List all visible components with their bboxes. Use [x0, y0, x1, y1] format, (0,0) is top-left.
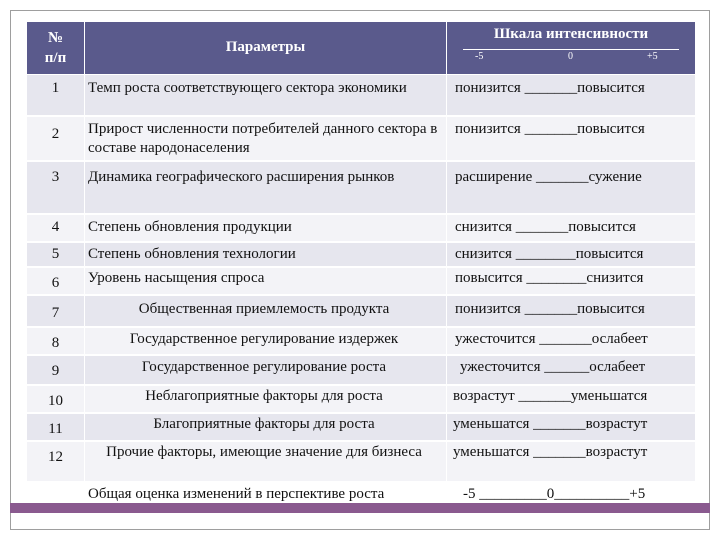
header-scale-divider: [463, 49, 679, 50]
row-number: 1: [51, 80, 60, 96]
row-number: 7: [51, 305, 60, 321]
summary-label: Общая оценка изменений в перспективе роста: [88, 486, 385, 502]
row-number: 5: [51, 246, 60, 262]
row-scale: возрастут _______уменьшатся: [453, 388, 648, 404]
row-parameter: Неблагоприятные факторы для роста: [145, 388, 383, 404]
header-params-label: Параметры: [225, 39, 306, 55]
row-scale: снизится ________повысится: [455, 246, 644, 262]
row-parameter: Степень обновления продукции: [88, 219, 292, 235]
row-number: 10: [48, 393, 63, 409]
row-scale: расширение _______сужение: [455, 169, 642, 185]
row-scale: ужесточится _______ослабеет: [455, 331, 648, 347]
row-number: 2: [51, 126, 60, 142]
scale-max-label: +5: [647, 51, 658, 62]
row-scale: ужесточится ______ослабеет: [460, 359, 646, 375]
table-row: [27, 243, 695, 267]
row-scale: уменьшатся _______возрастут: [453, 444, 648, 460]
row-parameter: Динамика географического расширения рынков: [88, 169, 395, 185]
row-scale: понизится _______повысится: [455, 80, 645, 96]
table-row: [27, 328, 695, 355]
row-number: 11: [48, 421, 63, 437]
table-row: [27, 356, 695, 385]
header-number-symbol: №: [47, 30, 64, 46]
row-parameter: Государственное регулирование издержек: [129, 331, 399, 347]
scale-mid-label: 0: [568, 51, 573, 62]
header-number-abbr: п/п: [44, 50, 67, 66]
table-row: [27, 75, 695, 116]
row-number: 9: [51, 363, 60, 379]
header-scale-col: [447, 22, 695, 74]
row-parameter: Прирост численности потребителей данного сектора в составе народонаселения: [88, 121, 438, 156]
row-number: 8: [51, 335, 60, 351]
table-row: [27, 386, 695, 413]
row-number: 6: [51, 275, 60, 291]
row-parameter: Темп роста соответствующего сектора экономики: [88, 80, 407, 96]
row-number: 3: [51, 169, 60, 185]
row-parameter: Степень обновления технологии: [88, 246, 296, 262]
row-parameter: Прочие факторы, имеющие значение для бизнеса: [106, 444, 422, 460]
row-scale: понизится _______повысится: [455, 301, 645, 317]
table-row: [27, 296, 695, 327]
accent-bar: [10, 503, 710, 513]
row-scale: понизится _______повысится: [455, 121, 645, 137]
header-scale-label: Шкала интенсивности: [493, 26, 649, 42]
row-scale: снизится _______повысится: [455, 219, 636, 235]
table-row: [27, 215, 695, 242]
table-row: [27, 117, 695, 161]
row-scale: уменьшатся _______возрастут: [453, 416, 648, 432]
summary-scale: -5 _________0__________+5: [463, 486, 646, 502]
row-number: 12: [48, 449, 63, 465]
header-number-col: [27, 22, 84, 74]
row-parameter: Государственное регулирование роста: [141, 359, 387, 375]
table-row: [27, 162, 695, 214]
row-number: 4: [51, 219, 60, 235]
table-row: [27, 414, 695, 441]
row-parameter: Уровень насыщения спроса: [88, 270, 265, 286]
table-row: [27, 442, 695, 482]
table-row: [27, 268, 695, 295]
header-params-col: [85, 22, 446, 74]
scale-min-label: -5: [475, 51, 484, 62]
row-scale: повысится ________снизится: [455, 270, 644, 286]
intensity-table: [27, 22, 695, 512]
row-parameter: Общественная приемлемость продукта: [138, 301, 390, 317]
row-parameter: Благоприятные факторы для роста: [153, 416, 375, 432]
